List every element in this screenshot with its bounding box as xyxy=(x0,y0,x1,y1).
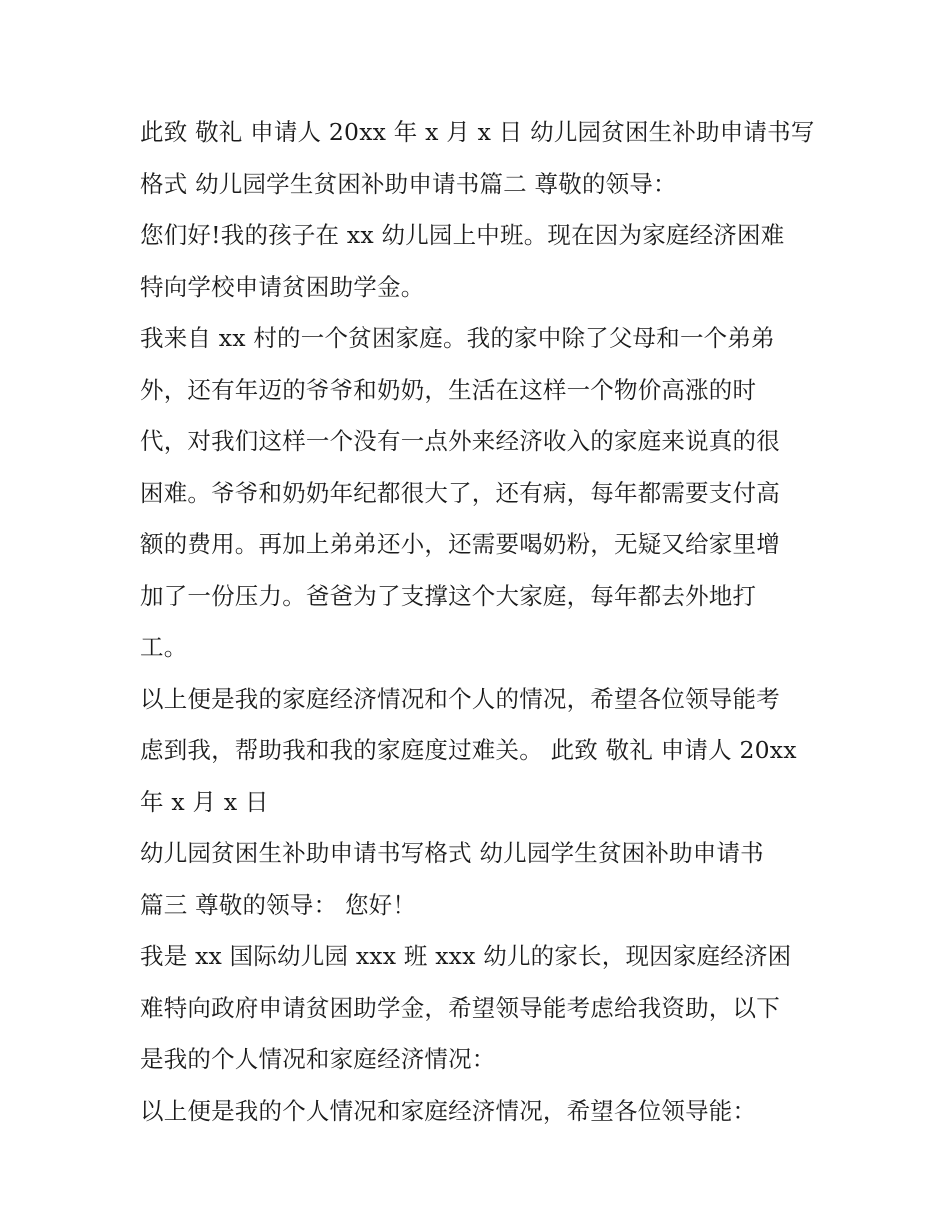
text-line: 幼儿园贫困生补助申请书写格式 幼儿园学生贫困补助申请书 xyxy=(140,839,764,867)
text-line: 虑到我，帮助我和我的家庭度过难关。 此致 敬礼 申请人 20xx xyxy=(140,736,797,764)
text-line: 工。 xyxy=(140,633,188,661)
text-line: 我来自 xx 村的一个贫困家庭。我的家中除了父母和一个弟弟 xyxy=(140,324,775,352)
text-line: 外，还有年迈的爷爷和奶奶，生活在这样一个物价高涨的时 xyxy=(140,375,757,404)
text-line: 此致 敬礼 申请人 20xx 年 x 月 x 日 幼儿园贫困生补助申请书写 xyxy=(140,118,815,146)
text-line: 我是 xx 国际幼儿园 xxx 班 xxx 幼儿的家长，现因家庭经济困 xyxy=(140,942,792,970)
text-line: 额的费用。再加上弟弟还小，还需要喝奶粉，无疑又给家里增 xyxy=(140,530,780,558)
text-line: 格式 幼儿园学生贫困补助申请书篇二 尊敬的领导： xyxy=(140,169,677,198)
text-line: 特向学校申请贫困助学金。 xyxy=(140,272,425,301)
text-line: 您们好!我的孩子在 xx 幼儿园上中班。现在因为家庭经济困难 xyxy=(140,221,785,249)
text-line: 以上便是我的个人情况和家庭经济情况，希望各位领导能： xyxy=(140,1096,757,1125)
text-line: 篇三 尊敬的领导： 您好！ xyxy=(140,890,417,919)
text-line: 以上便是我的家庭经济情况和个人的情况，希望各位领导能考 xyxy=(140,684,780,713)
text-line: 难特向政府申请贫困助学金，希望领导能考虑给我资助，以下 xyxy=(140,993,780,1022)
text-line: 是我的个人情况和家庭经济情况： xyxy=(140,1045,496,1073)
text-line: 代，对我们这样一个没有一点外来经济收入的家庭来说真的很 xyxy=(140,427,780,455)
text-line: 加了一份压力。爸爸为了支撑这个大家庭，每年都去外地打 xyxy=(140,581,757,610)
text-line: 年 x 月 x 日 xyxy=(140,787,269,816)
document-body xyxy=(140,107,820,1137)
text-line: 困难。爷爷和奶奶年纪都很大了，还有病，每年都需要支付高 xyxy=(140,478,780,507)
